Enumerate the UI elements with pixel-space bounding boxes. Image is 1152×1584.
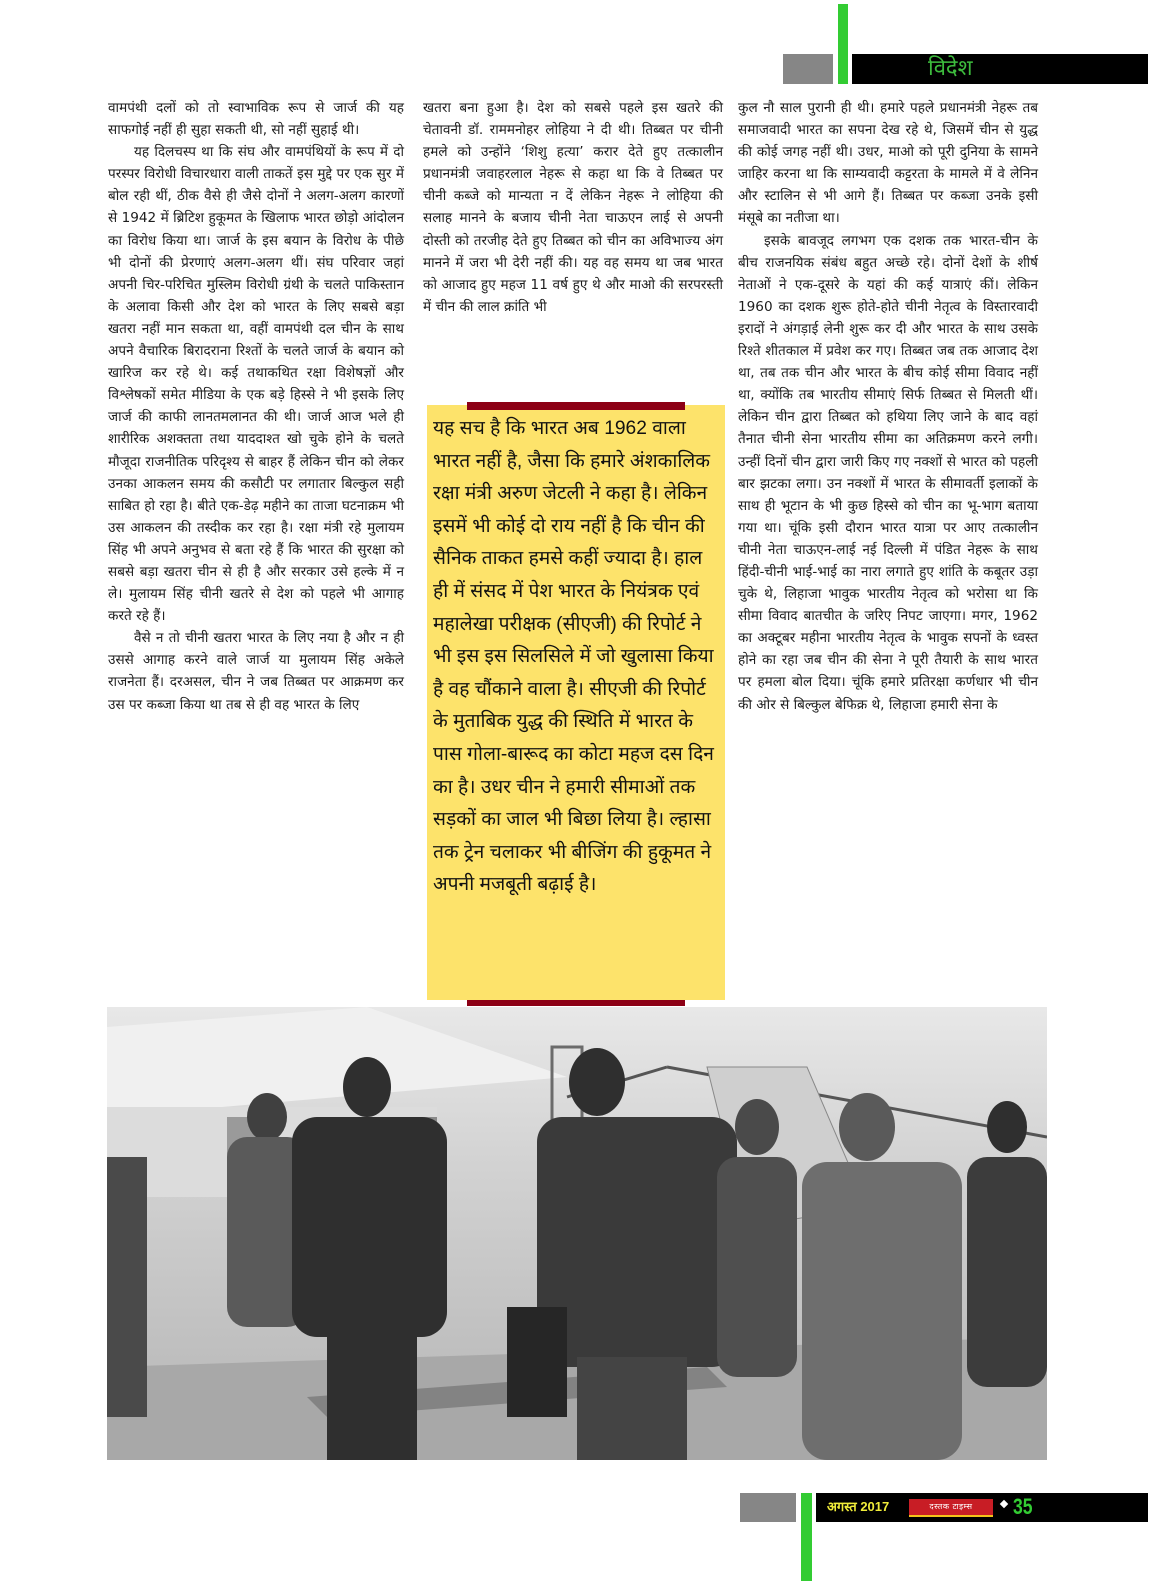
section-header-bar	[852, 54, 1148, 84]
paragraph: कुल नौ साल पुरानी ही थी। हमारे पहले प्रधानमंत्री नेहरू तब समाजवादी भारत का सपना देख रहे थे, जिसमें चीन से युद्ध की कोई जगह नहीं थी। उधर, माओ को पूरी दुनिया के सामने जाहिर करना था कि साम्यवादी कट्टरता के मामले में वे लेनिन और स्टालिन से भी आगे हैं। तिब्बत पर कब्जा उनके इसी मंसूबे का नतीजा था।	[738, 100, 1038, 227]
article-column-1	[108, 97, 404, 716]
pull-quote-top-rule	[467, 402, 685, 410]
header-grey-block	[783, 54, 833, 84]
paragraph: खतरा बना हुआ है। देश को सबसे पहले इस खतरे की चेतावनी डॉ. राममनोहर लोहिया ने दी थी। तिब्बत पर चीनी हमले को उन्होंने ‘शिशु हत्या’ करार देते हुए तत्कालीन प्रधानमंत्री जवाहरलाल नेहरू से कहा था कि वे तिब्बत पर चीनी कब्जे को मान्यता न दें लेकिन नेहरू ने लोहिया की सलाह मानने के बजाय चीनी नेता चाऊएन लाई से अपनी दोस्ती को तरजीह देते हुए तिब्बत को चीन का अविभाज्य अंग मानने में जरा भी देरी नहीं की। यह वह समय था जब भारत को आजाद हुए महज 11 वर्ष हुए थे और माओ की सरपरस्ती में चीन की लाल क्रांति भी	[423, 100, 723, 315]
section-title: विदेश	[928, 56, 973, 81]
article-column-2	[423, 97, 723, 318]
page-number: 35	[1013, 1494, 1033, 1519]
article-column-3	[738, 97, 1038, 716]
paragraph: वैसे न तो चीनी खतरा भारत के लिए नया है और न ही उससे आगाह करने वाले जार्ज या मुलायम सिंह अकेले राजनेता हैं। दरअसल, चीन ने जब तिब्बत पर आक्रमण कर उस पर कब्जा किया था तब से ही वह भारत के लिए	[108, 630, 404, 713]
pull-quote-bottom-rule	[467, 1000, 685, 1006]
footer-grey-block	[740, 1493, 796, 1522]
diamond-separator-icon	[1000, 1500, 1008, 1508]
photo-icon	[107, 1007, 1047, 1460]
footer-bar	[816, 1493, 1148, 1522]
issue-date: अगस्त 2017	[827, 1499, 890, 1514]
military-officers-photo	[107, 1007, 1047, 1460]
magazine-logo	[909, 1499, 993, 1517]
footer-green-rule	[801, 1493, 812, 1581]
paragraph: यह दिलचस्प था कि संघ और वामपंथियों के रूप में दो परस्पर विरोधी विचारधारा वाली ताकतें इस मुद्दे पर एक सुर में बोल रही थीं, ठीक वैसे ही जैसे दोनों ने अलग-अलग कारणों से 1942 में ब्रिटिश हुकूमत के खिलाफ भारत छोड़ो आंदोलन का विरोध किया था। जार्ज के इस बयान के विरोध के पीछे भी दोनों की प्रेरणाएं अलग-अलग थीं। संघ परिवार जहां अपनी चिर-परिचित मुस्लिम विरोधी ग्रंथी के चलते पाकिस्तान के अलावा किसी और देश को भारत के लिए सबसे बड़ा खतरा नहीं मान सकता था, वहीं वामपंथी दल चीन के साथ अपने वैचारिक बिरादराना रिश्तों के चलते जार्ज के बयान को खारिज कर रहे थे। कई तथाकथित रक्षा विशेषज्ञों और विश्लेषकों समेत मीडिया के एक बड़े हिस्से ने भी इसके लिए जार्ज की काफी लानतमलानत की थी। जार्ज आज भले ही शारीरिक अशक्तता तथा याददाश्त खो चुके होने के चलते मौजूदा राजनीतिक परिदृश्य से बाहर हैं लेकिन चीन को लेकर उनका आकलन समय की कसौटी पर लगातार बिल्कुल सही साबित हो रहा है। बीते एक-डेढ़ महीने का ताजा घटनाक्रम भी उस आकलन की तस्दीक कर रहा है। रक्षा मंत्री रहे मुलायम सिंह भी अपने अनुभव से बता रहे हैं कि भारत की सुरक्षा को सबसे बड़ा खतरा चीन से ही है और सरकार उसे हल्के में न ले। मुलायम सिंह चीनी खतरे से देश को पहले भी आगाह करते रहे हैं।	[108, 144, 404, 625]
magazine-logo-text: दस्तक टाइम्स	[929, 1502, 973, 1511]
header-green-rule	[838, 4, 848, 84]
paragraph: इसके बावजूद लगभग एक दशक तक भारत-चीन के बीच राजनयिक संबंध बहुत अच्छे रहे। दोनों देशों के शीर्ष नेताओं ने एक-दूसरे के यहां की कई यात्राएं कीं। लेकिन 1960 का दशक शुरू होते-होते चीनी नेतृत्व के विस्तारवादी इरादों ने अंगड़ाई लेनी शुरू कर दी और भारत के साथ उसके रिश्ते शीतकाल में प्रवेश कर गए। तिब्बत जब तक आजाद देश था, तब तक चीन और भारत के बीच कोई सीमा विवाद नहीं था, क्योंकि तब भारतीय सीमाएं सिर्फ तिब्बत से मिलती थीं। लेकिन चीन द्वारा तिब्बत को हथिया लिए जाने के बाद वहां तैनात चीनी सेना भारतीय सीमा का अतिक्रमण करने लगी। उन्हीं दिनों चीन द्वारा जारी किए गए नक्शों से भारत को पहली बार झटका लगा। उन नक्शों में भारत के सीमावर्ती इलाकों के साथ ही भूटान के भी कुछ हिस्से को चीन का भू-भाग बताया गया था। चूंकि इसी दौरान भारत यात्रा पर आए तत्कालीन चीनी नेता चाऊएन-लाई नई दिल्ली में पंडित नेहरू के साथ हिंदी-चीनी भाई-भाई का नारा लगाते हुए शांति के कबूतर उड़ा चुके थे, लिहाजा भावुक भारतीय नेतृत्व को भरोसा था कि सीमा विवाद बातचीत के जरिए निपट जाएगा। मगर, 1962 का अक्टूबर महीना भारतीय नेतृत्व के भावुक सपनों के ध्वस्त होने का रहा जब चीन की सेना ने पूरी तैयारी के साथ भारत पर हमला बोल दिया। चूंकि हमारे प्रतिरक्षा कर्णधार भी चीन की ओर से बिल्कुल बेफिक्र थे, लिहाजा हमारी सेना के	[738, 232, 1038, 713]
pull-quote-text: यह सच है कि भारत अब 1962 वाला भारत नहीं है, जैसा कि हमारे अंशकालिक रक्षा मंत्री अरुण जेटली ने कहा है। लेकिन इसमें भी कोई दो राय नहीं है कि चीन की सैनिक ताकत हमसे कहीं ज्यादा है। हाल ही में संसद में पेश भारत के नियंत्रक एवं महालेखा परीक्षक (सीएजी) की रिपोर्ट ने भी इस इस सिलसिले में जो खुलासा किया है वह चौंकाने वाला है। सीएजी की रिपोर्ट के मुताबिक युद्ध की स्थिति में भारत के पास गोला-बारूद का कोटा महज दस दिन का है। उधर चीन ने हमारी सीमाओं तक सड़कों का जाल भी बिछा लिया है। ल्हासा तक ट्रेन चलाकर भी बीजिंग की हुकूमत ने अपनी मजबूती बढ़ाई है।	[433, 418, 714, 896]
paragraph: वामपंथी दलों को तो स्वाभाविक रूप से जार्ज की यह साफगोई नहीं ही सुहा सकती थी, सो नहीं सुहाई थी।	[108, 100, 404, 139]
